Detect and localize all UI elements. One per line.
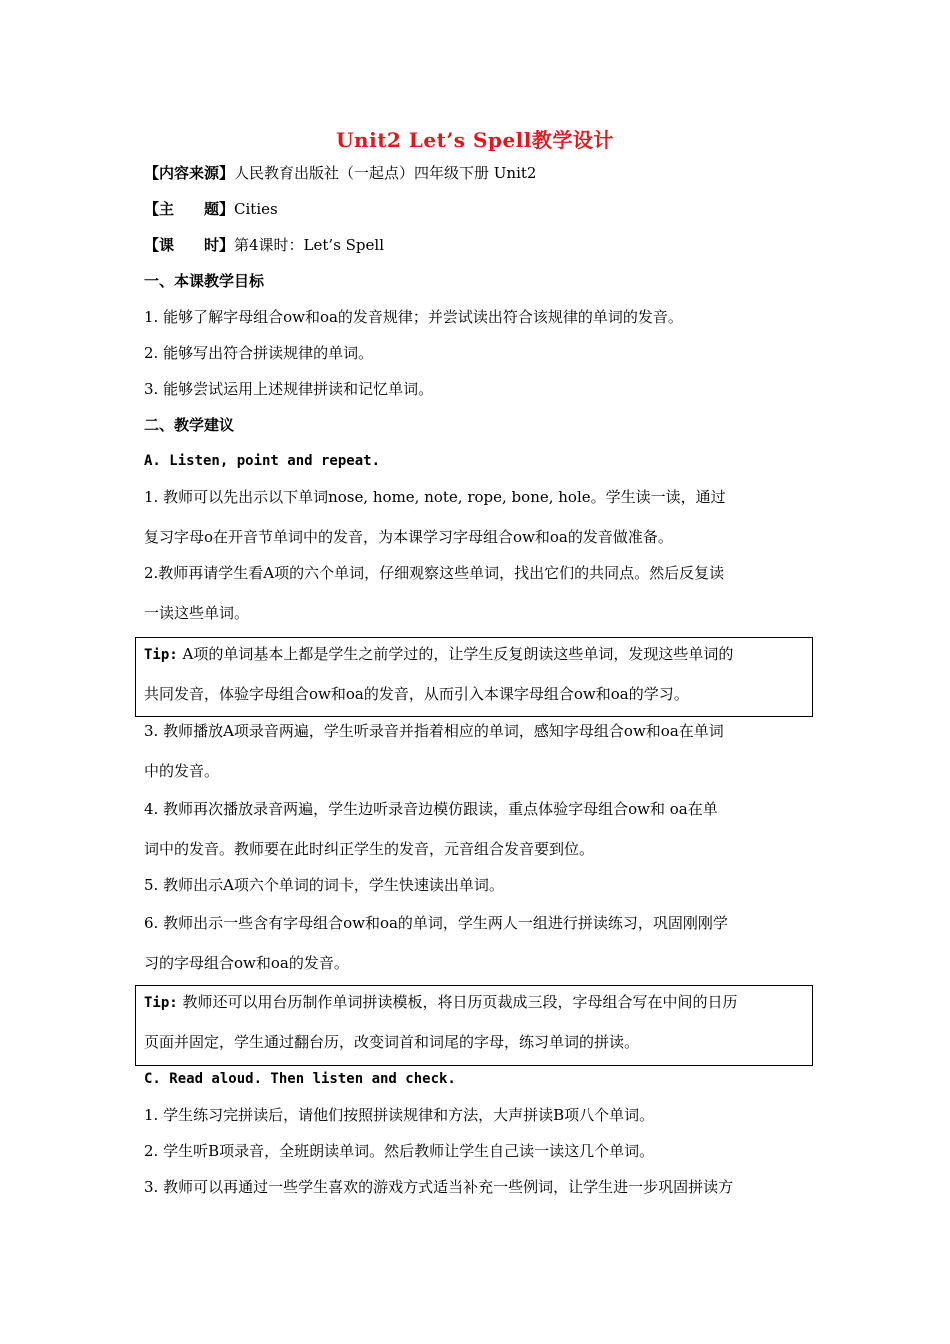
meta-source <box>144 162 814 184</box>
section1-item-1: 1. 能够了解字母组合ow和oa的发音规律；并尝试读出符合该规律的单词的发音。 <box>144 308 683 326</box>
part-c-p1: 1. 学生练习完拼读后，请他们按照拼读规律和方法，大声拼读B项八个单词。 <box>144 1106 655 1124</box>
part-a-p6-line2: 习的字母组合ow和oa的发音。 <box>144 954 349 972</box>
part-a-p3-line2: 中的发音。 <box>144 762 220 780</box>
section1-item-3: 3. 能够尝试运用上述规律拼读和记忆单词。 <box>144 380 434 398</box>
meta-source-label: 【内容来源】 <box>144 164 235 182</box>
part-a-p2-line1: 2.教师再请学生看A项的六个单词，仔细观察这些单词，找出它们的共同点。然后反复读 <box>144 564 725 582</box>
tip-1-line2: 共同发音，体验字母组合ow和oa的发音，从而引入本课字母组合ow和oa的学习。 <box>144 685 689 703</box>
part-a-p2-line2: 一读这些单词。 <box>144 604 250 622</box>
part-c-p3: 3. 教师可以再通过一些学生喜欢的游戏方式适当补充一些例词，让学生进一步巩固拼读方 <box>144 1178 734 1196</box>
tip-1-label: Tip: <box>144 647 178 663</box>
tip-1-line1 <box>144 643 733 666</box>
part-c-p2: 2. 学生听B项录音，全班朗读单词。然后教师让学生自己读一读这几个单词。 <box>144 1142 655 1160</box>
part-a-p4-line1: 4. 教师再次播放录音两遍，学生边听录音边模仿跟读，重点体验字母组合ow和 oa在单 <box>144 800 718 818</box>
part-a-heading: A. Listen, point and repeat. <box>144 453 381 469</box>
tip-2-label: Tip: <box>144 995 178 1011</box>
section1-heading: 一、本课教学目标 <box>144 272 265 290</box>
tip-2-line2: 页面并固定，学生通过翻台历，改变词首和词尾的字母，练习单词的拼读。 <box>144 1033 640 1051</box>
part-a-p4-line2: 词中的发音。教师要在此时纠正学生的发音，元音组合发音要到位。 <box>144 840 595 858</box>
meta-source-value: 人民教育出版社（一起点）四年级下册 Unit2 <box>234 164 537 182</box>
tip-2-text-1: 教师还可以用台历制作单词拼读模板，将日历页裁成三段，字母组合写在中间的日历 <box>177 993 738 1011</box>
tip-box-1 <box>135 637 813 717</box>
part-a-p6-line1: 6. 教师出示一些含有字母组合ow和oa的单词，学生两人一组进行拼读练习，巩固刚刚学 <box>144 914 728 932</box>
part-a-p1-line1: 1. 教师可以先出示以下单词nose, home, note, rope, bone, hole。学生读一读，通过 <box>144 488 726 506</box>
tip-box-2 <box>135 985 813 1066</box>
part-a-p1-line2: 复习字母o在开音节单词中的发音，为本课学习字母组合ow和oa的发音做准备。 <box>144 528 673 546</box>
meta-topic-label: 【主 题】 <box>144 200 235 218</box>
section1-item-2: 2. 能够写出符合拼读规律的单词。 <box>144 344 374 362</box>
part-a-p5: 5. 教师出示A项六个单词的词卡，学生快速读出单词。 <box>144 876 504 894</box>
part-c-heading: C. Read aloud. Then listen and check. <box>144 1071 456 1087</box>
meta-period-value: 第4课时：Let’s Spell <box>234 236 385 254</box>
document-title: Unit2 Let’s Spell教学设计 <box>336 128 614 152</box>
meta-topic-value: Cities <box>234 200 278 218</box>
meta-period-label: 【课 时】 <box>144 236 235 254</box>
section2-heading: 二、教学建议 <box>144 416 235 434</box>
meta-period <box>144 234 814 256</box>
part-a-p3-line1: 3. 教师播放A项录音两遍，学生听录音并指着相应的单词，感知字母组合ow和oa在单词 <box>144 722 724 740</box>
tip-2-line1 <box>144 991 738 1014</box>
tip-1-text-1: A项的单词基本上都是学生之前学过的，让学生反复朗读这些单词，发现这些单词的 <box>177 645 734 663</box>
meta-topic <box>144 198 814 220</box>
